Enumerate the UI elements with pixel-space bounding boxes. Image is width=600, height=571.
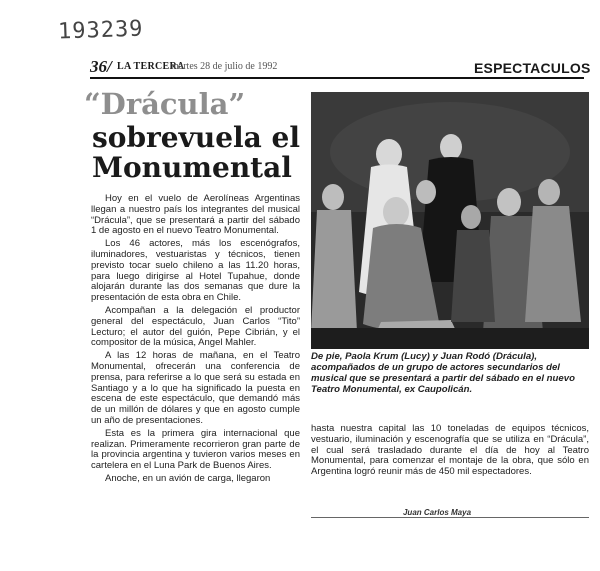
archive-handwritten-number: 193239	[57, 16, 144, 45]
header-rule	[90, 77, 584, 79]
section-label: ESPECTACULOS	[474, 60, 591, 76]
body-paragraph: Los 46 actores, más los escenógrafos, iluminadores, vestuaristas y técnicos, tienen previsto tocar suelo chileno a las 11.20 horas, para luego dirigirse al Hotel Tupahue, donde alojarán durante las dos semanas que dure la presentación de esta obra en Chile.	[91, 238, 300, 304]
article-body-left-column	[91, 194, 300, 530]
cast-photo	[311, 92, 589, 349]
author-byline: Juan Carlos Maya	[402, 508, 472, 517]
photo-caption: De pie, Paola Krum (Lucy) y Juan Rodó (Drácula), acompañados de un grupo de actores secundarios del musical que se presentará a partir del sábado en el nuevo Teatro Monumental, ex Caupolicán.	[311, 351, 575, 395]
headline-line-3: Monumental	[92, 151, 292, 184]
headline-line-1: “Drácula”	[84, 87, 246, 121]
page-number: 36/	[90, 57, 112, 76]
body-paragraph: Hoy en el vuelo de Aerolíneas Argentinas llegan a nuestro país los integrantes del musical “Drácula”, que se presentará a partir del sábado 1 de agosto en el nuevo Teatro Monumental.	[91, 194, 300, 237]
body-paragraph: A las 12 horas de mañana, en el Teatro Monumental, ofrecerán una conferencia de prensa, para referirse a lo que será su estada en Santiago y a lo que ha significado la puesta en escena de este espectáculo, que demandó más de un millón de dólares y que en agosto cumple un año de presentaciones.	[91, 350, 300, 426]
byline-rule	[311, 517, 589, 518]
newspaper-name: LA TERCERA	[117, 61, 185, 72]
headline-line-2: sobrevuela el	[92, 121, 301, 154]
cast-photo-illustration	[311, 92, 589, 349]
body-paragraph: Anoche, en un avión de carga, llegaron	[105, 472, 271, 484]
body-paragraph: Esta es la primera gira internacional que realizan. Primeramente recorrieron gran parte de la provincia argentina y tuvieron varios meses en cartelera en el Luna Park de Buenos Aires.	[91, 427, 300, 472]
article-body-right-column	[311, 424, 589, 480]
issue-date: martes 28 de julio de 1992	[171, 61, 278, 72]
body-continuation: hasta nuestra capital las 10 toneladas de equipos técnicos, vestuario, iluminación y escenografía que se utiliza en “Drácula”, el cual será trasladado durante el día de hoy al Teatro Monumental, para comenzar el montaje de la obra, que sólo en Argentina logró reunir más de 450 mil espectadores.	[311, 423, 589, 478]
body-paragraph: Acompañan a la delegación el productor general del espectáculo, Juan Carlos “Tito” Lecturo; el autor del guión, Pepe Cibrián, y el compositor de la música, Angel Mahler.	[91, 304, 300, 349]
